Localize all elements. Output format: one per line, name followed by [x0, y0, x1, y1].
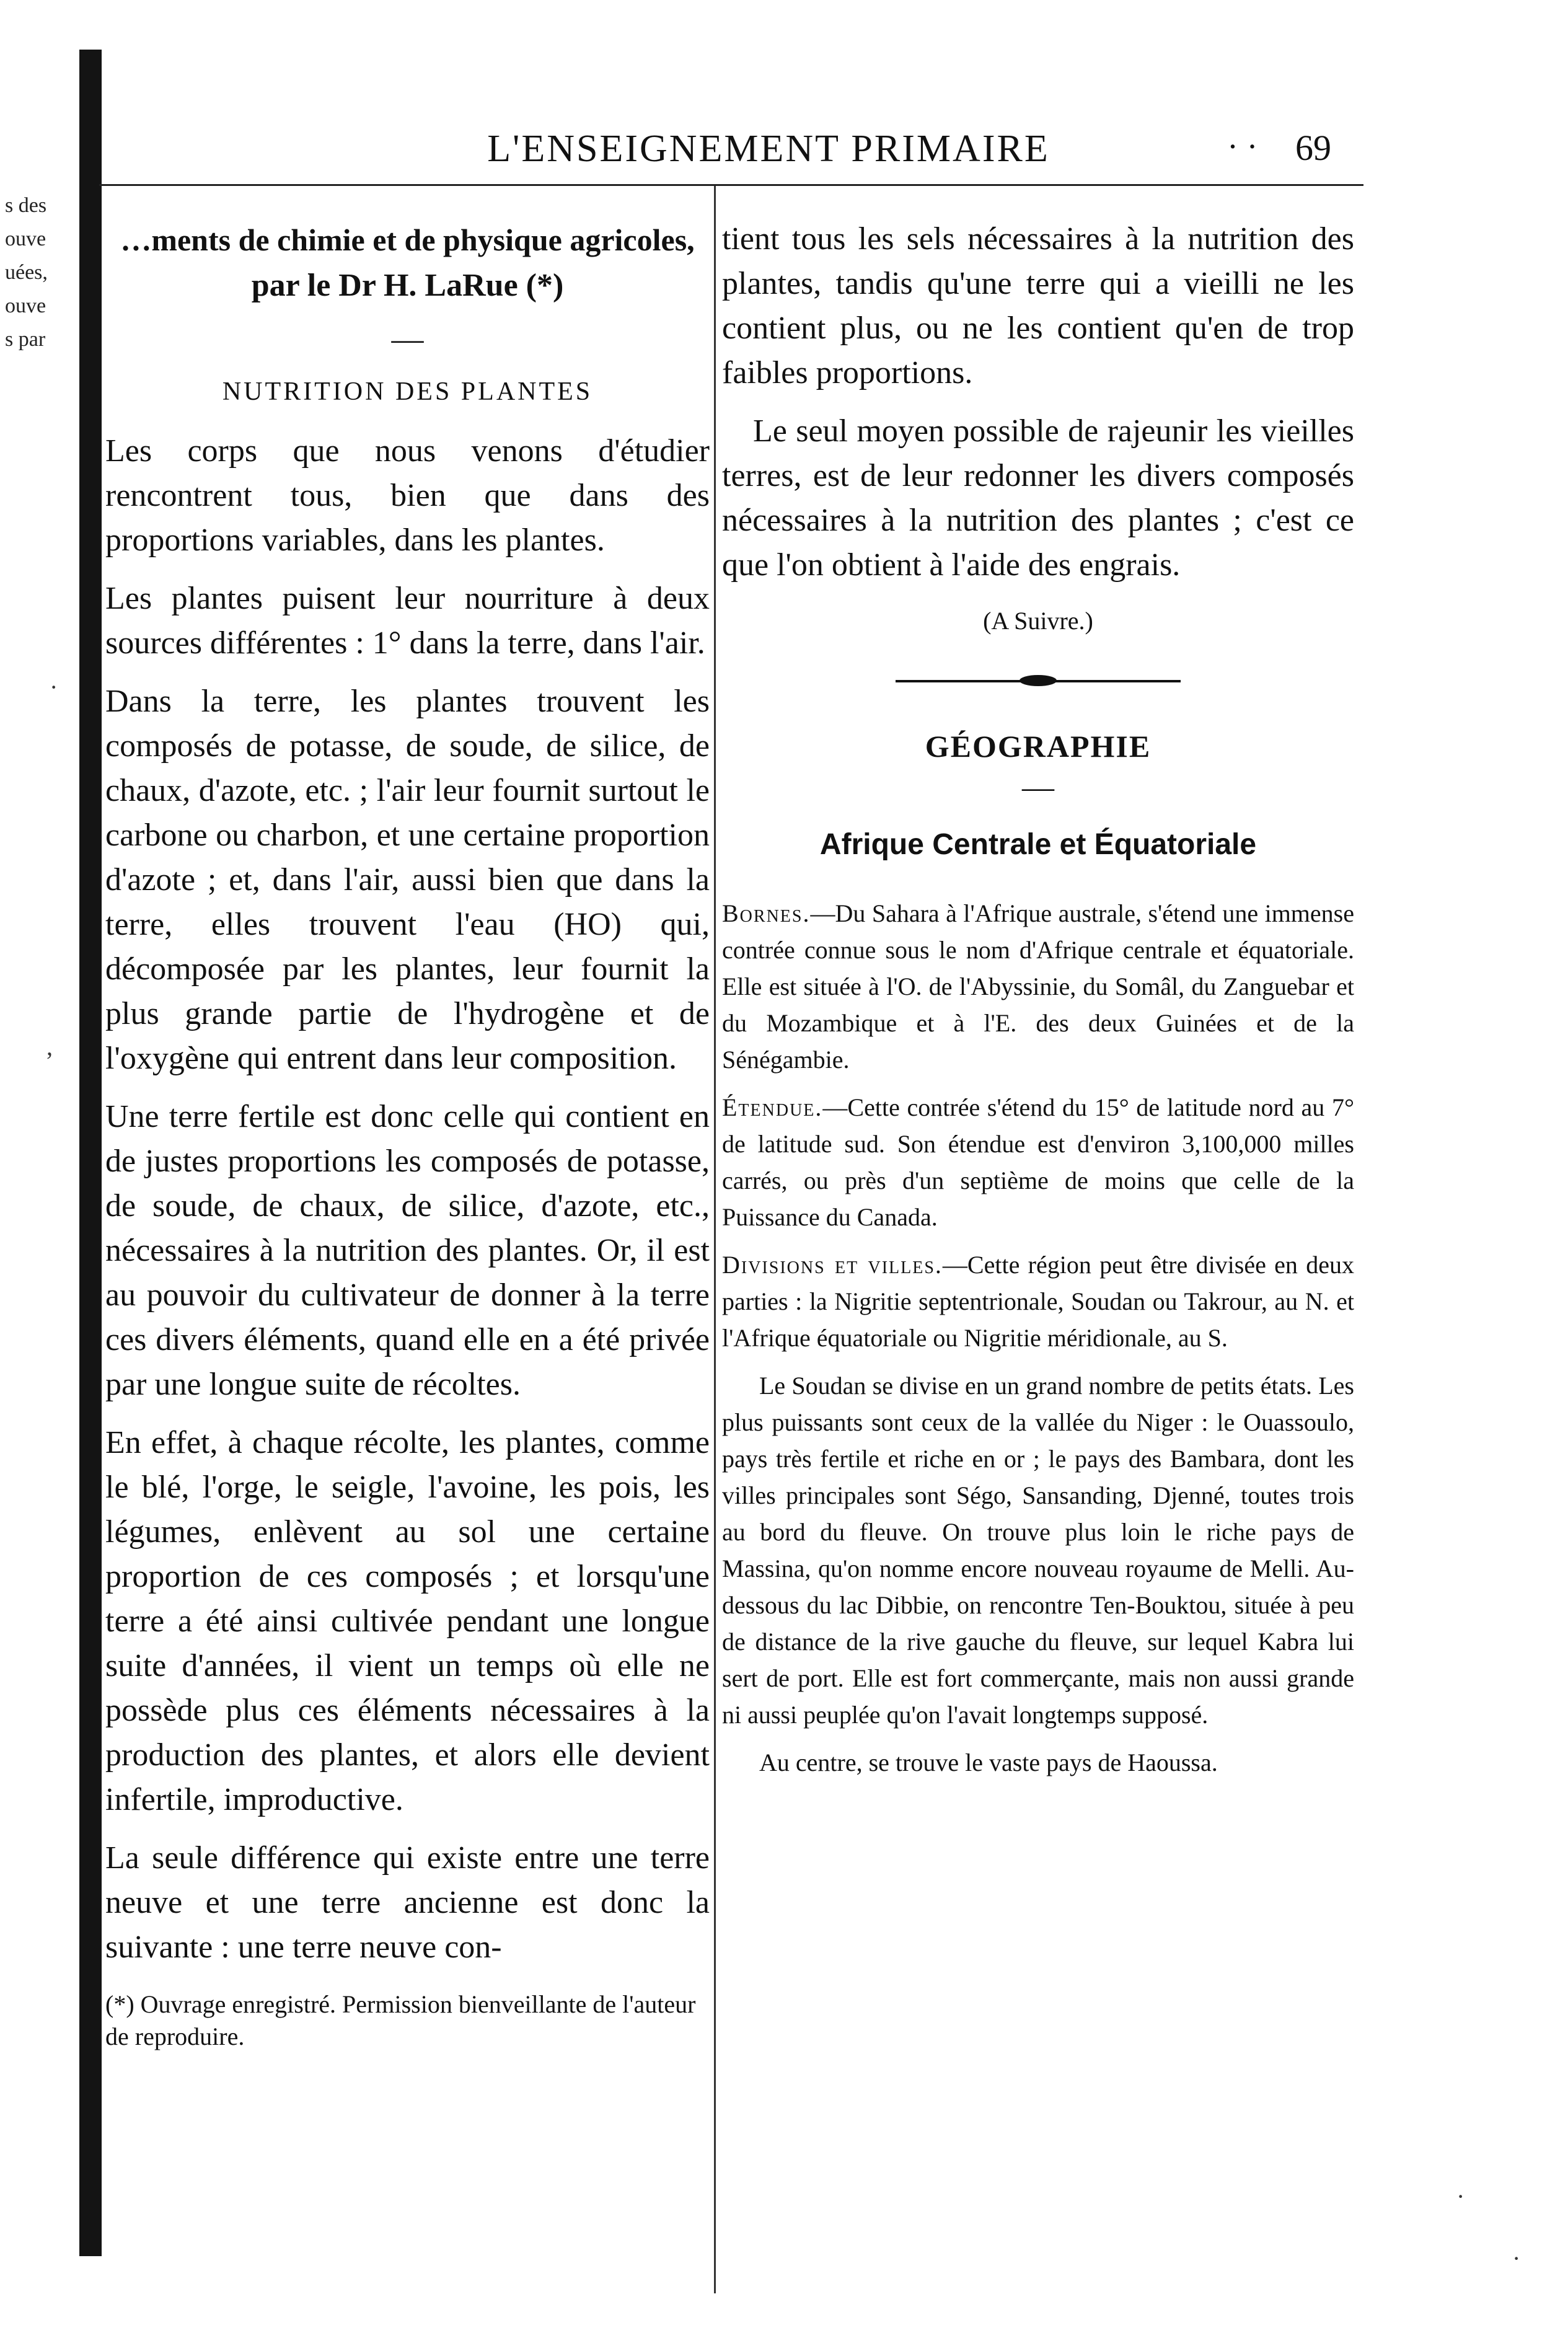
- column-divider: [714, 186, 716, 2293]
- margin-fragment: s des: [5, 194, 47, 217]
- title-separator: —: [391, 322, 424, 357]
- geo-paragraph: [722, 1246, 1354, 1356]
- geo-paragraph: [722, 1367, 1354, 1733]
- margin-fragment: ouve: [5, 227, 46, 250]
- footnote: (*) Ouvrage enregistré. Permission bienveillante de l'auteur de reproduire.: [105, 1990, 696, 2050]
- body-paragraph: Les corps que nous venons d'étudier rencontrent tous, bien que dans des proportions variables, dans les plantes.: [105, 433, 710, 558]
- ornament-knot: [1020, 675, 1057, 686]
- scan-speck: ·: [1456, 2182, 1465, 2210]
- geo-paragraph: [722, 895, 1354, 1078]
- page-number: 69: [1295, 128, 1331, 168]
- to-follow-note: (A Suivre.): [983, 607, 1093, 635]
- paragraph-text: —Du Sahara à l'Afrique australe, s'étend une immense contrée connue sous le nom d'Afrique centrale et équatoriale. Elle est située à l'O. de l'Abyssinie, du Somâl, du Zanguebar et du Mozambique et à l'E. des deux Guinées et de la Sénégambie.: [722, 899, 1354, 1074]
- paragraph-text: Le Soudan se divise en un grand nombre de petits états. Les plus puissants sont ceux de la vallée du Niger : le Ouassoulo, pays très fertile et riche en or ; le pays des Bambara, dont les villes principales sont Ségo, Sansanding, Djenné, toutes trois au bord du fleuve. On trouve plus loin le riche pays de Massina, qu'on nomme encore nouveau royaume de Melli. Au-dessous du lac Dibbie, on rencontre Ten-Bouktou, située à peu de distance de la rive gauche du fleuve, sur lequel Kabra lui sert de port. Elle est fort commerçante, mais non aussi grande ni aussi peuplée qu'on l'avait longtemps supposé.: [722, 1372, 1354, 1729]
- previous-page-fragments: [5, 189, 92, 356]
- body-paragraph: Une terre fertile est donc celle qui contient en de justes proportions les composés de potasse, de soude, de chaux, de silice, d'azote, etc., nécessaires à la nutrition des plantes. Or, il est au pouvoir du cultivateur de donner à la terre ces divers éléments, quand elle en a été privée par une longue suite de récoltes.: [105, 1099, 710, 1402]
- header-rule: [99, 184, 1363, 186]
- paragraph-lead: Divisions et villes.: [722, 1251, 943, 1279]
- binding-edge: [79, 50, 102, 2256]
- paragraph-text: Au centre, se trouve le vaste pays de Haoussa.: [759, 1749, 1218, 1776]
- header-dots: · ·: [1227, 128, 1258, 165]
- body-paragraph: Le seul moyen possible de rajeunir les vieilles terres, est de leur redonner les divers composés nécessaires à la nutrition des plantes ; c'est ce que l'on obtient à l'aide des engrais.: [722, 413, 1354, 583]
- body-paragraph: Les plantes puisent leur nourriture à deux sources différentes : 1° dans la terre, dans l'air.: [105, 581, 710, 661]
- paragraph-lead: Bornes.: [722, 899, 811, 927]
- paragraph-text: —Cette contrée s'étend du 15° de latitude nord au 7° de latitude sud. Son étendue est d'environ 3,100,000 milles carrés, ou près d'un septième de moins que celle de la Puissance du Canada.: [722, 1093, 1354, 1231]
- article-title: …ments de chimie et de physique agricoles,: [120, 223, 695, 257]
- page-header: [118, 127, 1357, 177]
- body-paragraph: En effet, à chaque récolte, les plantes, comme le blé, l'orge, le seigle, l'avoine, les pois, les légumes, enlèvent au sol une certaine proportion de ces composés ; et lorsqu'une terre a été ainsi cultivée pendant une longue suite d'années, il vient un temps où elle ne possède plus ces éléments nécessaires à la production des plantes, et alors elle devient infertile, improductive.: [105, 1425, 710, 1817]
- running-title: L'ENSEIGNEMENT PRIMAIRE: [487, 128, 1050, 170]
- body-paragraph: tient tous les sels nécessaires à la nutrition des plantes, tandis qu'une terre qui a vieilli ne les contient plus, ou ne les contient qu'en de trop faibles proportions.: [722, 221, 1354, 390]
- right-column: [722, 217, 1354, 1792]
- geography-dash: —: [1022, 770, 1054, 805]
- paragraph-text: —Cette région peut être divisée en deux parties : la Nigritie septentrionale, Soudan ou Takrour, au N. et l'Afrique équatoriale ou Nigritie méridionale, au S.: [722, 1251, 1354, 1352]
- margin-fragment: ouve: [5, 294, 46, 317]
- margin-fragment: uées,: [5, 261, 48, 284]
- geography-subtitle: Afrique Centrale et Équatoriale: [819, 828, 1257, 861]
- geography-title: GÉOGRAPHIE: [925, 729, 1152, 764]
- geo-paragraph: [722, 1744, 1354, 1781]
- scan-speck: ·: [50, 673, 58, 701]
- geo-paragraph: [722, 1089, 1354, 1235]
- article-author: par le Dr H. LaRue (*): [251, 268, 564, 303]
- section-heading: NUTRITION DES PLANTES: [222, 377, 593, 406]
- body-paragraph: Dans la terre, les plantes trouvent les composés de potasse, de soude, de silice, de chaux, d'azote, etc. ; l'air leur fournit surtout le carbone ou charbon, et une certaine proportion d'azote ; et, dans l'air, aussi bien que dans la terre, elles trouvent l'eau (HO) qui, décomposée par les plantes, leur fournit la plus grande partie de l'hydrogène et de l'oxygène qui entrent dans leur composition.: [105, 684, 710, 1076]
- section-ornament: [896, 669, 1181, 694]
- left-column: [105, 217, 710, 2053]
- paragraph-lead: Étendue.: [722, 1093, 823, 1121]
- body-paragraph: La seule différence qui existe entre une terre neuve et une terre ancienne est donc la suivante : une terre neuve con-: [105, 1840, 710, 1965]
- scan-speck: ·: [1512, 2244, 1521, 2272]
- scan-speck: ,: [46, 1033, 53, 1061]
- margin-fragment: s par: [5, 328, 46, 351]
